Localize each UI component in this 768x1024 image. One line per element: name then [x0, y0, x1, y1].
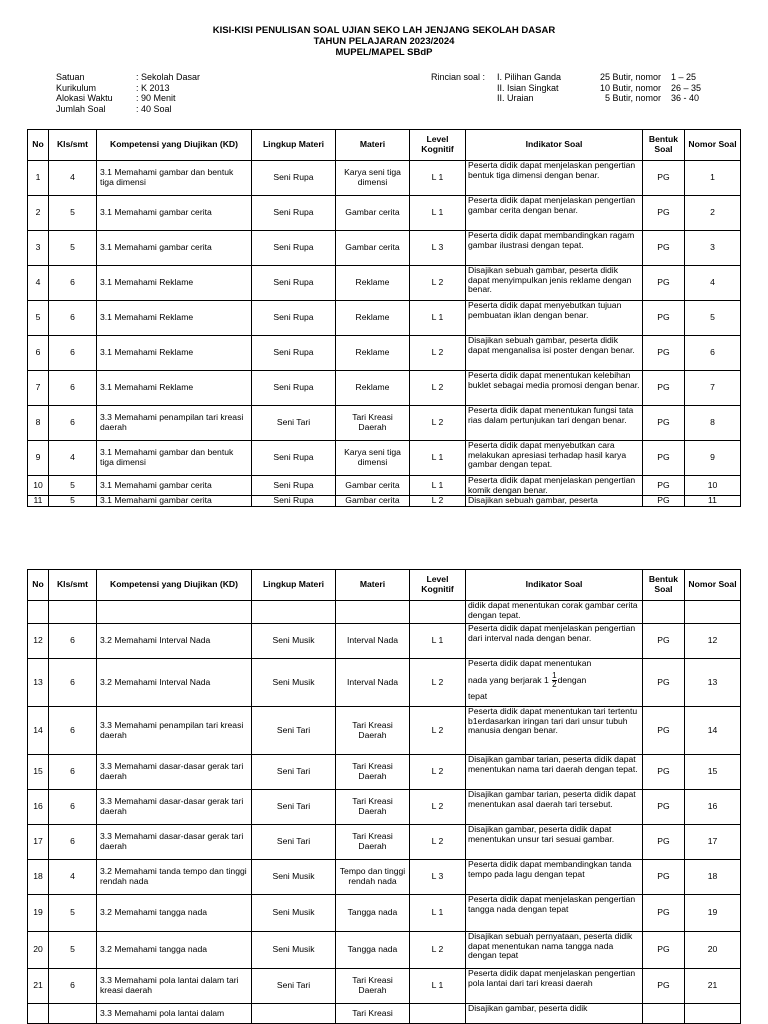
- cell-no: 6: [28, 336, 49, 371]
- cell-nomor: 12: [685, 624, 741, 659]
- cell-level: L 2: [410, 371, 466, 406]
- cell-materi: Interval Nada: [336, 659, 410, 707]
- cell-materi: Reklame: [336, 336, 410, 371]
- cell-kd: 3.2 Memahami tangga nada: [97, 932, 252, 969]
- cell-bentuk: PG: [643, 860, 685, 895]
- cell-kd: 3.3 Memahami dasar-dasar gerak tari daerah: [97, 790, 252, 825]
- cell-materi: Tari Kreasi Daerah: [336, 790, 410, 825]
- cell-no: 13: [28, 659, 49, 707]
- cell-materi: Interval Nada: [336, 624, 410, 659]
- column-header: Level Kognitif: [410, 570, 466, 601]
- cell-no: 3: [28, 231, 49, 266]
- cell-nomor: 21: [685, 969, 741, 1004]
- cell-indikator: Peserta didik dapat menjelaskan pengertian dari interval nada dengan benar.: [466, 624, 643, 659]
- cell-level: L 1: [410, 441, 466, 476]
- cell-bentuk: PG: [643, 196, 685, 231]
- table-header-row: [28, 570, 741, 601]
- cell-nomor: 13: [685, 659, 741, 707]
- cell-indikator: Peserta didik dapat membandingkan tanda tempo pada lagu dengan tepat: [466, 860, 643, 895]
- table-row: [28, 790, 741, 825]
- cell-kd: 3.1 Memahami Reklame: [97, 371, 252, 406]
- cell-lingkup: Seni Musik: [252, 860, 336, 895]
- cell-nomor: 9: [685, 441, 741, 476]
- cell-materi: Tari Kreasi Daerah: [336, 969, 410, 1004]
- cell-nomor: 2: [685, 196, 741, 231]
- table-row: [28, 624, 741, 659]
- column-header: Level Kognitif: [410, 130, 466, 161]
- cell-level: L 2: [410, 336, 466, 371]
- cell-kelas: 6: [49, 790, 97, 825]
- cell-indikator: Peserta didik dapat menjelaskan pengertian bentuk tiga dimensi dengan benar.: [466, 161, 643, 196]
- cell-bentuk: PG: [643, 231, 685, 266]
- cell-lingkup: Seni Rupa: [252, 266, 336, 301]
- cell-bentuk: PG: [643, 161, 685, 196]
- cell-no: 9: [28, 441, 49, 476]
- cell-nomor: 8: [685, 406, 741, 441]
- cell-kd: 3.1 Memahami gambar cerita: [97, 476, 252, 496]
- cell-indikator: Peserta didik dapat membandingkan ragam gambar ilustrasi dengan tepat.: [466, 231, 643, 266]
- cell-nomor: 4: [685, 266, 741, 301]
- table-row: [28, 231, 741, 266]
- column-header: Materi: [336, 130, 410, 161]
- cell-no: 10: [28, 476, 49, 496]
- cell-kd: 3.3 Memahami pola lantai dalam tari kreasi daerah: [97, 969, 252, 1004]
- column-header: Lingkup Materi: [252, 130, 336, 161]
- table-row: [28, 707, 741, 755]
- cell-level: L 2: [410, 707, 466, 755]
- cell-indikator: Peserta didik dapat menjelaskan pengertian tangga nada dengan tepat: [466, 895, 643, 932]
- table-row: [28, 895, 741, 932]
- table-row: [28, 336, 741, 371]
- cell-lingkup: Seni Rupa: [252, 441, 336, 476]
- cell-kelas: 6: [49, 755, 97, 790]
- cell-kd: 3.1 Memahami Reklame: [97, 336, 252, 371]
- document-header: [0, 25, 768, 58]
- cell-indikator: Disajikan sebuah gambar, peserta: [466, 496, 643, 507]
- cell-kd: 3.1 Memahami gambar cerita: [97, 231, 252, 266]
- cell-bentuk: PG: [643, 932, 685, 969]
- cell-bentuk: PG: [643, 406, 685, 441]
- cell-no: 12: [28, 624, 49, 659]
- grid-table-1: [27, 129, 741, 507]
- identity-row: Satuan : Sekolah Dasar: [56, 72, 201, 82]
- cell-kd: 3.3 Memahami penampilan tari kreasi daerah: [97, 406, 252, 441]
- cell-kelas: 5: [49, 895, 97, 932]
- table-row: [28, 755, 741, 790]
- cell-materi: Tempo dan tinggi rendah nada: [336, 860, 410, 895]
- column-header: Kls/smt: [49, 130, 97, 161]
- column-header: Nomor Soal: [685, 130, 741, 161]
- cell-level: L 1: [410, 476, 466, 496]
- cell-lingkup: Seni Rupa: [252, 161, 336, 196]
- cell-indikator: Disajikan sebuah pernyataan, peserta didik dapat menentukan nama tangga nada dengan tepat: [466, 932, 643, 969]
- cell-lingkup: Seni Tari: [252, 406, 336, 441]
- cell-kd: 3.2 Memahami tangga nada: [97, 895, 252, 932]
- cell-kelas: 5: [49, 196, 97, 231]
- cell-kd: 3.1 Memahami gambar cerita: [97, 196, 252, 231]
- cell-kd: 3.3 Memahami dasar-dasar gerak tari daerah: [97, 825, 252, 860]
- cell-indikator: Peserta didik dapat menentukan tari tertentu b1erdasarkan iringan tari dari unsur tubuh manusia dengan benar.: [466, 707, 643, 755]
- table-row: [28, 932, 741, 969]
- cell-lingkup: Seni Rupa: [252, 371, 336, 406]
- breakdown-row: II. Uraian 5 Butir, nomor 36 - 40: [497, 93, 700, 103]
- cell-nomor: 1: [685, 161, 741, 196]
- cell-no: 19: [28, 895, 49, 932]
- cell-indikator: Peserta didik dapat menyebutkan cara melakukan apresiasi terhadap hasil karya gambar dengan tepat.: [466, 441, 643, 476]
- cell-lingkup: [252, 601, 336, 624]
- cell-lingkup: Seni Rupa: [252, 231, 336, 266]
- cell-no: 5: [28, 301, 49, 336]
- cell-level: L 2: [410, 266, 466, 301]
- cell-bentuk: PG: [643, 825, 685, 860]
- cell-bentuk: [643, 601, 685, 624]
- cell-level: L 2: [410, 659, 466, 707]
- cell-lingkup: Seni Rupa: [252, 196, 336, 231]
- table-row: [28, 601, 741, 624]
- cell-lingkup: Seni Tari: [252, 790, 336, 825]
- cell-bentuk: PG: [643, 659, 685, 707]
- cell-kd: 3.1 Memahami Reklame: [97, 301, 252, 336]
- cell-lingkup: Seni Rupa: [252, 476, 336, 496]
- breakdown-label: Rincian soal :: [431, 72, 486, 82]
- cell-materi: Gambar cerita: [336, 196, 410, 231]
- cell-materi: Tari Kreasi Daerah: [336, 825, 410, 860]
- cell-nomor: 5: [685, 301, 741, 336]
- cell-no: 18: [28, 860, 49, 895]
- cell-lingkup: Seni Rupa: [252, 336, 336, 371]
- identity-row: Jumlah Soal : 40 Soal: [56, 103, 172, 114]
- cell-indikator: didik dapat menentukan corak gambar cerita dengan tepat.: [466, 601, 643, 624]
- cell-nomor: 15: [685, 755, 741, 790]
- cell-level: L 1: [410, 624, 466, 659]
- cell-nomor: 16: [685, 790, 741, 825]
- table-row: [28, 196, 741, 231]
- cell-kelas: 6: [49, 266, 97, 301]
- cell-materi: Tari Kreasi Daerah: [336, 406, 410, 441]
- cell-kelas: 5: [49, 932, 97, 969]
- cell-materi: Tari Kreasi Daerah: [336, 755, 410, 790]
- cell-kelas: [49, 1004, 97, 1024]
- cell-level: L 2: [410, 755, 466, 790]
- cell-kd: 3.1 Memahami Reklame: [97, 266, 252, 301]
- cell-nomor: 10: [685, 476, 741, 496]
- cell-bentuk: PG: [643, 895, 685, 932]
- identity-block: [56, 72, 200, 114]
- cell-bentuk: PG: [643, 336, 685, 371]
- cell-kd: 3.2 Memahami tanda tempo dan tinggi rendah nada: [97, 860, 252, 895]
- cell-kelas: 6: [49, 406, 97, 441]
- cell-nomor: 6: [685, 336, 741, 371]
- cell-level: L 2: [410, 790, 466, 825]
- table-row: [28, 969, 741, 1004]
- cell-kelas: 6: [49, 825, 97, 860]
- cell-nomor: 20: [685, 932, 741, 969]
- cell-indikator: Disajikan gambar tarian, peserta didik dapat menentukan asal daerah tari tersebut.: [466, 790, 643, 825]
- cell-materi: Tari Kreasi: [336, 1004, 410, 1024]
- column-header: Kompetensi yang Diujikan (KD): [97, 570, 252, 601]
- column-header: Bentuk Soal: [643, 130, 685, 161]
- cell-materi: Gambar cerita: [336, 476, 410, 496]
- header-title: KISI-KISI PENULISAN SOAL UJIAN SEKO LAH JENJANG SEKOLAH DASAR: [212, 25, 556, 36]
- cell-no: 14: [28, 707, 49, 755]
- cell-no: 1: [28, 161, 49, 196]
- table-row: [28, 825, 741, 860]
- cell-bentuk: PG: [643, 301, 685, 336]
- cell-level: [410, 601, 466, 624]
- cell-bentuk: PG: [643, 496, 685, 507]
- cell-kd: 3.3 Memahami dasar-dasar gerak tari daerah: [97, 755, 252, 790]
- cell-lingkup: Seni Rupa: [252, 496, 336, 507]
- cell-nomor: 17: [685, 825, 741, 860]
- cell-indikator: Peserta didik dapat menentukan nada yang berjarak 1 $\frac{1}{2}$ dengan tepat: [466, 659, 643, 707]
- cell-kd: 3.1 Memahami gambar dan bentuk tiga dimensi: [97, 161, 252, 196]
- cell-indikator: Disajikan sebuah gambar, peserta didik dapat menganalisa isi poster dengan benar.: [466, 336, 643, 371]
- table-row: [28, 441, 741, 476]
- cell-indikator: Peserta didik dapat menentukan kelebihan buklet sebagai media promosi dengan benar.: [466, 371, 643, 406]
- cell-lingkup: Seni Rupa: [252, 301, 336, 336]
- cell-no: 17: [28, 825, 49, 860]
- table-row: [28, 860, 741, 895]
- cell-level: L 3: [410, 231, 466, 266]
- cell-materi: Reklame: [336, 371, 410, 406]
- table-row: [28, 371, 741, 406]
- cell-kelas: 6: [49, 371, 97, 406]
- table-row: [28, 476, 741, 496]
- cell-kelas: 4: [49, 441, 97, 476]
- breakdown-row: Rincian soal : I. Pilihan Ganda 25 Butir, nomor 1 – 25: [431, 72, 697, 82]
- fraction: $\frac{1}{2}$: [552, 670, 557, 689]
- cell-kd: 3.3 Memahami penampilan tari kreasi daerah: [97, 707, 252, 755]
- cell-nomor: 18: [685, 860, 741, 895]
- cell-no: 20: [28, 932, 49, 969]
- cell-level: L 2: [410, 825, 466, 860]
- cell-kelas: 6: [49, 659, 97, 707]
- identity-row: Alokasi Waktu : 90 Menit: [56, 93, 176, 103]
- cell-indikator: Peserta didik dapat menjelaskan pengertian gambar cerita dengan benar.: [466, 196, 643, 231]
- cell-kelas: 4: [49, 860, 97, 895]
- cell-lingkup: Seni Tari: [252, 707, 336, 755]
- identity-row: Kurikulum : K 2013: [56, 82, 170, 93]
- cell-lingkup: Seni Musik: [252, 895, 336, 932]
- cell-no: 2: [28, 196, 49, 231]
- column-header: Kompetensi yang Diujikan (KD): [97, 130, 252, 161]
- cell-bentuk: PG: [643, 755, 685, 790]
- cell-indikator: Peserta didik dapat menjelaskan pengertian komik dengan benar.: [466, 476, 643, 496]
- table-row: [28, 161, 741, 196]
- cell-nomor: 14: [685, 707, 741, 755]
- cell-lingkup: Seni Musik: [252, 624, 336, 659]
- table-row: [28, 301, 741, 336]
- cell-indikator: Disajikan gambar tarian, peserta didik dapat menentukan nama tari daerah dengan tepat.: [466, 755, 643, 790]
- column-header: Indikator Soal: [466, 570, 643, 601]
- cell-nomor: 11: [685, 496, 741, 507]
- cell-kd: [97, 601, 252, 624]
- table-header-row: [28, 130, 741, 161]
- cell-no: 16: [28, 790, 49, 825]
- cell-no: 21: [28, 969, 49, 1004]
- cell-level: L 2: [410, 406, 466, 441]
- cell-level: L 2: [410, 496, 466, 507]
- cell-materi: Tari Kreasi Daerah: [336, 707, 410, 755]
- cell-level: L 1: [410, 895, 466, 932]
- table-row: [28, 266, 741, 301]
- cell-lingkup: Seni Musik: [252, 659, 336, 707]
- cell-indikator: Disajikan gambar, peserta didik dapat menentukan unsur tari sesuai gambar.: [466, 825, 643, 860]
- cell-level: L 3: [410, 860, 466, 895]
- cell-bentuk: [643, 1004, 685, 1024]
- cell-lingkup: Seni Tari: [252, 825, 336, 860]
- cell-no: 11: [28, 496, 49, 507]
- cell-materi: Gambar cerita: [336, 496, 410, 507]
- cell-level: [410, 1004, 466, 1024]
- cell-indikator: Peserta didik dapat menyebutkan tujuan pembuatan iklan dengan benar.: [466, 301, 643, 336]
- cell-no: 15: [28, 755, 49, 790]
- cell-bentuk: PG: [643, 707, 685, 755]
- cell-nomor: [685, 601, 741, 624]
- cell-indikator: Peserta didik dapat menjelaskan pengertian pola lantai dari tari kreasi daerah: [466, 969, 643, 1004]
- cell-kelas: 6: [49, 336, 97, 371]
- cell-no: 4: [28, 266, 49, 301]
- cell-kelas: 4: [49, 161, 97, 196]
- cell-bentuk: PG: [643, 266, 685, 301]
- cell-materi: [336, 601, 410, 624]
- column-header: Lingkup Materi: [252, 570, 336, 601]
- cell-level: L 1: [410, 196, 466, 231]
- cell-materi: Tangga nada: [336, 932, 410, 969]
- table-row: [28, 659, 741, 707]
- cell-lingkup: Seni Tari: [252, 755, 336, 790]
- cell-materi: Karya seni tiga dimensi: [336, 441, 410, 476]
- cell-bentuk: PG: [643, 969, 685, 1004]
- table-row: [28, 406, 741, 441]
- cell-kelas: 6: [49, 301, 97, 336]
- column-header: Nomor Soal: [685, 570, 741, 601]
- grid-table-2: [27, 569, 741, 1024]
- cell-kd: 3.2 Memahami Interval Nada: [97, 624, 252, 659]
- cell-lingkup: [252, 1004, 336, 1024]
- cell-level: L 1: [410, 301, 466, 336]
- cell-kelas: 5: [49, 496, 97, 507]
- cell-materi: Karya seni tiga dimensi: [336, 161, 410, 196]
- cell-kelas: 6: [49, 969, 97, 1004]
- column-header: Materi: [336, 570, 410, 601]
- cell-no: 7: [28, 371, 49, 406]
- column-header: Kls/smt: [49, 570, 97, 601]
- cell-materi: Gambar cerita: [336, 231, 410, 266]
- cell-kd: 3.2 Memahami Interval Nada: [97, 659, 252, 707]
- header-subject: MUPEL/MAPEL SBdP: [335, 47, 433, 58]
- cell-kelas: [49, 601, 97, 624]
- cell-level: L 1: [410, 161, 466, 196]
- cell-level: L 1: [410, 969, 466, 1004]
- cell-nomor: 19: [685, 895, 741, 932]
- cell-materi: Reklame: [336, 266, 410, 301]
- column-header: Bentuk Soal: [643, 570, 685, 601]
- cell-materi: Tangga nada: [336, 895, 410, 932]
- cell-bentuk: PG: [643, 476, 685, 496]
- cell-kd: 3.1 Memahami gambar dan bentuk tiga dimensi: [97, 441, 252, 476]
- cell-kelas: 5: [49, 476, 97, 496]
- table-row: [28, 496, 741, 507]
- cell-kelas: 6: [49, 624, 97, 659]
- column-header: No: [28, 570, 49, 601]
- cell-kd: 3.3 Memahami pola lantai dalam: [97, 1004, 252, 1024]
- cell-bentuk: PG: [643, 371, 685, 406]
- cell-nomor: [685, 1004, 741, 1024]
- question-breakdown: [431, 72, 711, 104]
- breakdown-row: II. Isian Singkat 10 Butir, nomor 26 – 35: [497, 82, 702, 93]
- cell-level: L 2: [410, 932, 466, 969]
- cell-bentuk: PG: [643, 790, 685, 825]
- cell-nomor: 7: [685, 371, 741, 406]
- column-header: Indikator Soal: [466, 130, 643, 161]
- cell-lingkup: Seni Tari: [252, 969, 336, 1004]
- cell-nomor: 3: [685, 231, 741, 266]
- cell-indikator: Peserta didik dapat menentukan fungsi tata rias dalam pertunjukan tari dengan benar.: [466, 406, 643, 441]
- table-row: [28, 1004, 741, 1024]
- header-year: TAHUN PELAJARAN 2023/2024: [313, 36, 455, 47]
- cell-no: [28, 1004, 49, 1024]
- cell-lingkup: Seni Musik: [252, 932, 336, 969]
- cell-bentuk: PG: [643, 624, 685, 659]
- cell-bentuk: PG: [643, 441, 685, 476]
- cell-no: [28, 601, 49, 624]
- cell-materi: Reklame: [336, 301, 410, 336]
- cell-no: 8: [28, 406, 49, 441]
- cell-kd: 3.1 Memahami gambar cerita: [97, 496, 252, 507]
- column-header: No: [28, 130, 49, 161]
- cell-kelas: 6: [49, 707, 97, 755]
- cell-kelas: 5: [49, 231, 97, 266]
- cell-indikator: Disajikan gambar, peserta didik: [466, 1004, 643, 1024]
- cell-indikator: Disajikan sebuah gambar, peserta didik dapat menyimpulkan jenis reklame dengan benar.: [466, 266, 643, 301]
